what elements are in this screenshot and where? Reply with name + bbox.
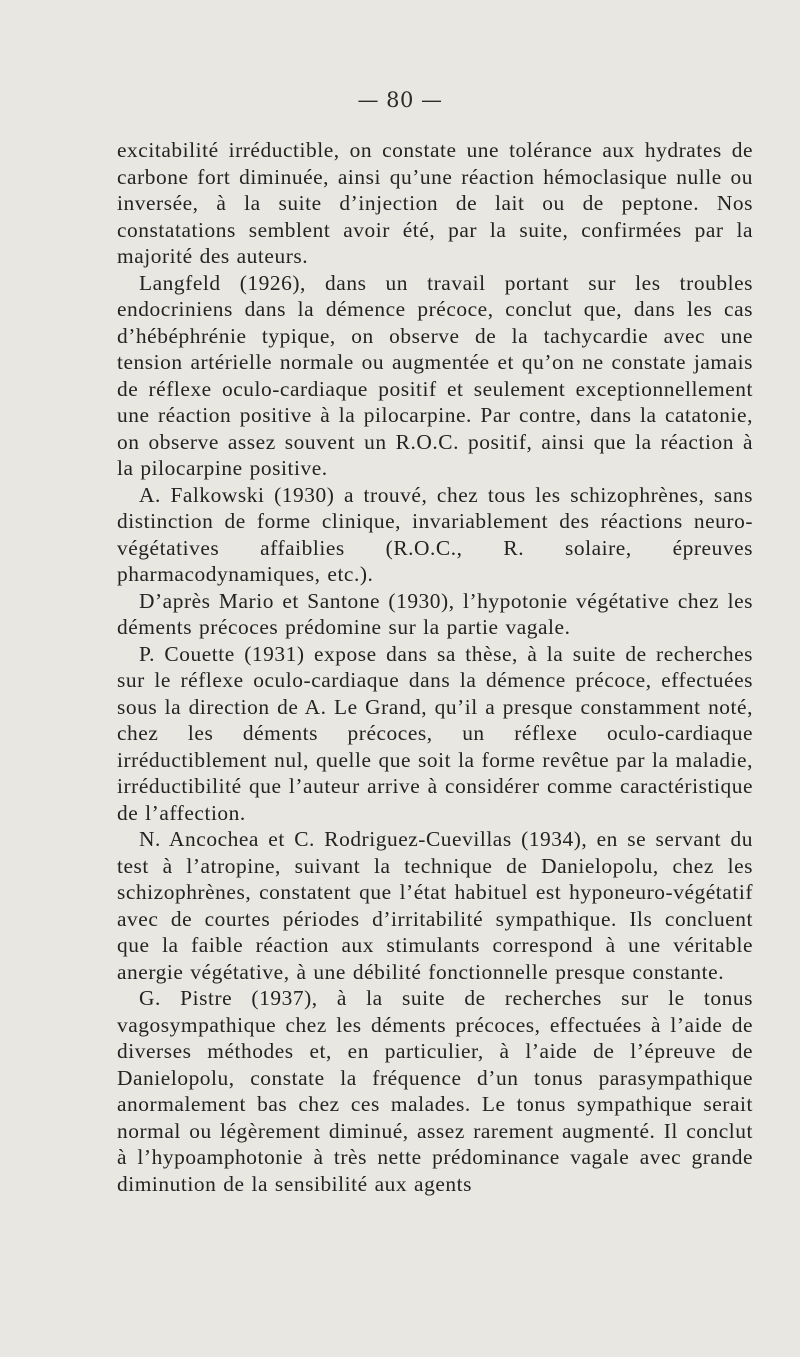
page-number: — 80 —: [357, 88, 443, 112]
body-text: [117, 137, 753, 1197]
paragraph: A. Falkowski (1930) a trouvé, chez tous les schizophrènes, sans distinction de forme clinique, invariablement des réactions neuro-végétatives affaiblies (R.O.C., R. solaire, épreuves pharmacodynamiques, etc.).: [117, 482, 753, 586]
paragraph: P. Couette (1931) expose dans sa thèse, à la suite de recherches sur le réflexe oculo-cardiaque dans la démence précoce, effectuées sous la direction de A. Le Grand, qu’il a presque constamment noté, chez les déments précoces, un réflexe oculo-cardiaque irréductiblement nul, quelle que soit la forme revêtue par la maladie, irréductibilité que l’auteur arrive à considérer comme caractéristique de l’affection.: [117, 641, 753, 825]
paragraph: D’après Mario et Santone (1930), l’hypotonie végétative chez les déments précoces prédomine sur la partie vagale.: [117, 588, 753, 639]
paragraph: Langfeld (1926), dans un travail portant sur les troubles endocriniens dans la démence précoce, conclut que, dans les cas d’hébéphrénie typique, on observe de la tachycardie avec une tension artérielle normale ou augmentée et qu’on ne constate jamais de réflexe oculo-cardiaque positif et seulement exceptionnellement une réaction positive à la pilocarpine. Par contre, dans la catatonie, on observe assez souvent un R.O.C. positif, ainsi que la réaction à la pilocarpine positive.: [117, 270, 753, 480]
paragraph: N. Ancochea et C. Rodriguez-Cuevillas (1934), en se servant du test à l’atropine, suivant la technique de Danielopolu, chez les schizophrènes, constatent que l’état habituel est hyponeuro-végétatif avec de courtes périodes d’irritabilité sympathique. Ils concluent que la faible réaction aux stimulants correspond à une véritable anergie végétative, à une débilité fonctionnelle presque constante.: [117, 827, 753, 984]
paragraph: G. Pistre (1937), à la suite de recherches sur le tonus vagosympathique chez les déments précoces, effectuées à l’aide de diverses méthodes et, en particulier, à l’aide de l’épreuve de Danielopolu, constate la fréquence d’un tonus parasympathique anormalement bas chez ces malades. Le tonus sympathique serait normal ou légèrement diminué, assez rarement augmenté. Il conclut à l’hypoamphotonie à très nette prédominance vagale avec grande diminution de la sensibilité aux agents: [117, 986, 753, 1196]
paragraph: excitabilité irréductible, on constate une tolérance aux hydrates de carbone fort diminuée, ainsi qu’une réaction hémoclasique nulle ou inversée, à la suite d’injection de lait ou de peptone. Nos constatations semblent avoir été, par la suite, confirmées par la majorité des auteurs.: [117, 138, 753, 268]
